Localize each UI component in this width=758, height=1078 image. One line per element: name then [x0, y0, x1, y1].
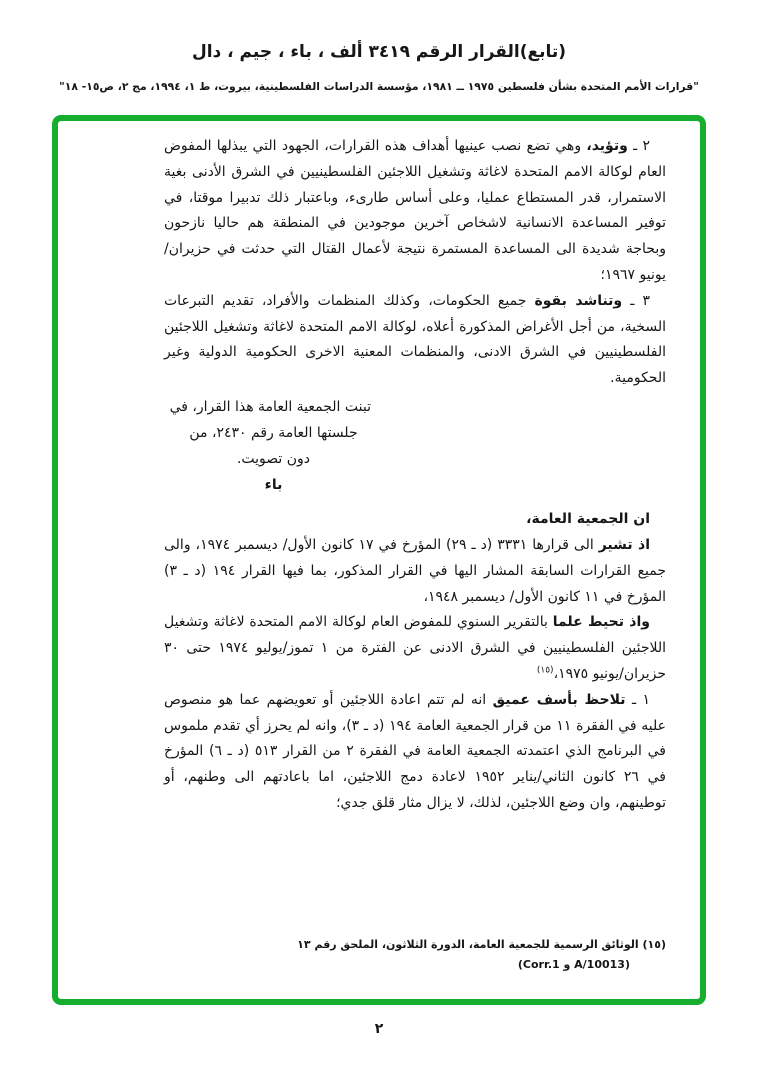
- page-number: ٢: [374, 1021, 384, 1037]
- clause-recall-lead: اذ تشير: [598, 536, 651, 553]
- footnote-line1: [164, 935, 666, 955]
- footnote-line2: (A/10013 و Corr.1): [517, 958, 630, 971]
- adoption-note-line: دون تصويت.: [236, 450, 311, 467]
- clause-recall: [164, 533, 666, 610]
- adoption-note: [169, 395, 371, 472]
- adoption-note-line: جلستها العامة رقم ٢٤٣٠، من: [189, 424, 358, 441]
- clause-note-lead: واذ تحيط علما: [552, 614, 650, 631]
- assembly-heading: ان الجمعية العامة،: [526, 511, 650, 528]
- footnote-text: الوثائق الرسمية للجمعية العامة، الدورة الثلاثون، الملحق رقم ١٣: [297, 938, 639, 951]
- clause-note-text: بالتقرير السنوي للمفوض العام لوكالة الامم المتحدة لاغاثة وتشغيل اللاجئين الفلسطينيين في الشرق الادنى عن الفترة من ١ تموز/يوليو ١٩٧٤ حتى ٣٠ حزيران/يونيو ١٩٧٥،: [164, 614, 667, 682]
- paragraph-1: [164, 688, 666, 817]
- paragraph-3-text: جميع الحكومات، وكذلك المنظمات والأفراد، تقديم التبرعات السخية، من أجل الأغراض المذكورة أعلاه، لوكالة الامم المتحدة لاغاثة وتشغيل اللاجئين الفلسطينيين في الشرق الادنى، والمنظمات المعنية الاخرى الحكومية الدولية وغير الحكومية.: [164, 292, 666, 387]
- adoption-note-line: تبنت الجمعية العامة هذا القرار، في: [169, 398, 371, 415]
- footnote: [164, 935, 666, 975]
- paragraph-3-number: ٣ ـ: [622, 292, 650, 309]
- highlight-border-box: [52, 115, 706, 1005]
- paragraph-3: [164, 289, 666, 392]
- source-citation: "قرارات الأمم المتحدة بشأن فلسطين ١٩٧٥ ــ ١٩٨١، مؤسسة الدراسات الفلسطينية، بيروت، ط ١، ١٩٩٤، مج ٢، ص١٥- ١٨": [59, 80, 699, 93]
- clause-recall-text: الى قرارها ٣٣٣١ (د ـ ٢٩) المؤرخ في ١٧ كانون الأول/ ديسمبر ١٩٧٤، والى جميع القرارات السابقة المشار اليها في القرار المذكور، بما فيها القرار ١٩٤ (د ـ ٣) المؤرخ في ١١ كانون الأول/ ديسمبر ١٩٤٨،: [164, 536, 666, 605]
- section-b-label: باء: [264, 477, 283, 494]
- page-title: (تابع)القرار الرقم ٣٤١٩ ألف ، باء ، جيم ، دال: [191, 42, 567, 62]
- paragraph-2: [164, 134, 666, 289]
- paragraph-2-text: وهي تضع نصب عينيها أهداف هذه القرارات، الجهود التي يبذلها المفوض العام لوكالة الامم المتحدة لاغاثة وتشغيل اللاجئين الفلسطينيين في الشرق الأدنى بغية الاستمرار، قدر المستطاع عمليا، وعلى أساس طارىء، وباعتبار ذلك تدبيرا موقتا، في توفير المساعدة الانسانية لاشخاص آخرين موجودين في المنطقة هم حاليا نازحون وبحاجة شديدة الى المساعدة المستمرة نتيجة لأعمال القتال التي حدثت في حزيران/يونيو ١٩٦٧؛: [164, 138, 666, 283]
- paragraph-1-lead: تلاحظ بأسف عميق: [492, 691, 626, 708]
- footnote-reference: (١٥): [536, 665, 554, 676]
- footnote-marker: (١٥): [638, 938, 666, 951]
- clause-note: [164, 610, 666, 687]
- paragraph-2-number: ٢ ـ: [627, 138, 650, 154]
- resolution-text-block: [164, 134, 666, 817]
- paragraph-1-text: انه لم تتم اعادة اللاجئين أو تعويضهم عما هو منصوص عليه في الفقرة ١١ من قرار الجمعية العامة ١٩٤ (د ـ ٣)، وانه لم يحرز أي تقدم ملموس في البرنامج الذي اعتمدته الجمعية العامة في الفقرة ٢ من القرار ٥١٣ (د ـ ٦) المؤرخ في ٢٦ كانون الثاني/يناير ١٩٥٢ لاعادة دمج اللاجئين، اما باعادتهم الى وطنهم، أو توطينهم، وان وضع اللاجئين، لذلك، لا يزال مثار قلق جدي؛: [164, 691, 666, 811]
- paragraph-1-number: ١ ـ: [625, 691, 650, 708]
- paragraph-2-lead: وتؤيد،: [586, 138, 628, 154]
- paragraph-3-lead: وتناشد بقوة: [534, 292, 623, 309]
